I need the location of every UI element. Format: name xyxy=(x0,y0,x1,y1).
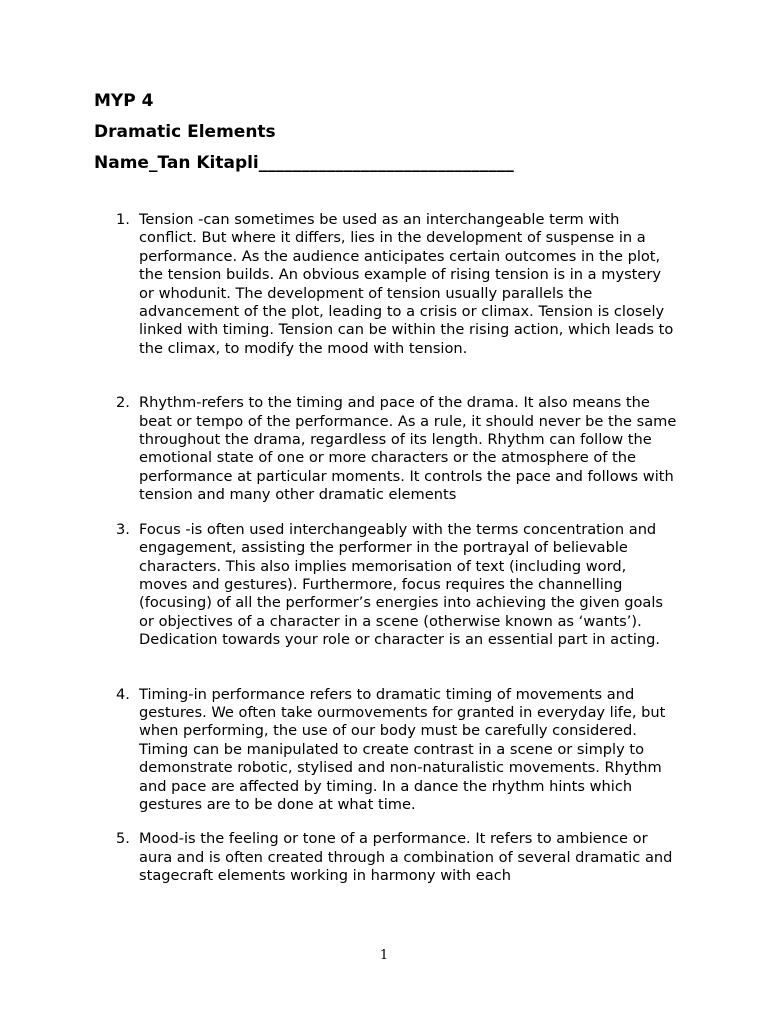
list-item xyxy=(116,830,676,886)
list-item-text: Focus -is often used interchangeably with the terms concentration and engagement, assisting the performer in the portrayal of believable characters. This also implies memorisation of text (including word, moves and gestures). Furthermore, focus requires the channelling (focusing) of all the performer’s energies into achieving the given goals or objectives of a character in a scene (otherwise known as ‘wants’). Dedication towards your role or character is an essential part in acting. xyxy=(139,520,664,649)
list-item-number: 1. xyxy=(116,211,130,228)
list-item-text: Mood-is the feeling or tone of a performance. It refers to ambience or aura and is often created through a combination of several dramatic and stagecraft elements working in harmony with each xyxy=(139,830,673,885)
list-item xyxy=(116,394,676,504)
student-name: Name_Tan Kitapli______________________________ xyxy=(94,153,514,173)
elements-list xyxy=(116,211,676,886)
page-number: 1 xyxy=(379,948,389,963)
list-item xyxy=(116,686,676,815)
list-item xyxy=(116,521,676,650)
list-item-number: 3. xyxy=(116,520,130,538)
list-item-number: 4. xyxy=(116,685,130,703)
document-header xyxy=(94,86,514,179)
list-item-text: Tension -can sometimes be used as an interchangeable term with conflict. But where it differs, lies in the development of suspense in a performance. As the audience anticipates certain outcomes in the plot, the tension builds. An obvious example of rising tension is in a mystery or whodunit. The development of tension usually parallels the advancement of the plot, leading to a crisis or climax. Tension is closely linked with timing. Tension can be within the rising action, which leads to the climax, to modify the mood with tension. xyxy=(139,211,674,357)
course-title: MYP 4 xyxy=(94,91,154,111)
list-item-number: 2. xyxy=(116,394,130,412)
list-item xyxy=(116,211,676,358)
list-item-number: 5. xyxy=(116,830,130,848)
list-item-text: Rhythm-refers to the timing and pace of the drama. It also means the beat or tempo of the performance. As a rule, it should never be the same throughout the drama, regardless of its length. Rhythm can follow the emotional state of one or more characters or the atmosphere of the performance at particular moments. It controls the pace and follows with tension and many other dramatic elements xyxy=(139,394,677,504)
list-item-text: Timing-in performance refers to dramatic timing of movements and gestures. We often take ourmovements for granted in everyday life, but when performing, the use of our body must be carefully considered. Timing can be manipulated to create contrast in a scene or simply to demonstrate robotic, stylised and non-naturalistic movements. Rhythm and pace are affected by timing. In a dance the rhythm hints which gestures are to be done at what time. xyxy=(139,685,666,813)
document-title: Dramatic Elements xyxy=(94,122,276,142)
